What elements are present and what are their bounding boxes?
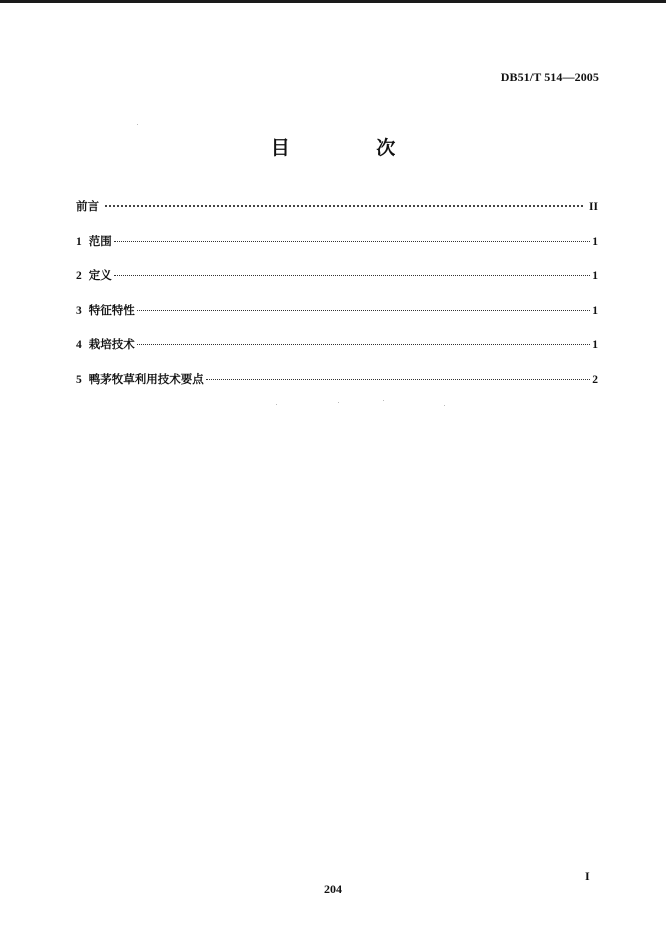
scan-speck xyxy=(444,405,445,406)
toc-entry-page: 2 xyxy=(592,373,598,386)
toc-dot-leader xyxy=(206,379,590,380)
toc-entry-title: 定义 xyxy=(88,268,112,282)
toc-entry-title: 范围 xyxy=(88,233,112,248)
toc-dot-leader xyxy=(114,275,590,276)
toc-entry-number: 1 xyxy=(76,235,82,248)
table-of-contents xyxy=(76,198,598,405)
toc-entry-characteristics[interactable] xyxy=(76,302,598,337)
toc-entry-page: II xyxy=(589,201,598,213)
toc-entry-number: 3 xyxy=(76,304,82,317)
toc-entry-title: 前言 xyxy=(76,199,99,213)
toc-entry-preface[interactable] xyxy=(76,198,598,233)
toc-entry-page: 1 xyxy=(592,235,598,248)
page-title: 目 次 xyxy=(270,137,436,159)
scan-speck xyxy=(338,402,339,403)
toc-entry-number: 2 xyxy=(76,270,82,282)
toc-dot-leader xyxy=(105,205,583,207)
toc-entry-title: 鸭茅牧草利用技术要点 xyxy=(88,371,204,386)
toc-entry-number: 4 xyxy=(76,339,82,351)
roman-page-number: I xyxy=(585,869,590,883)
toc-entry-title: 特征特性 xyxy=(88,302,135,317)
toc-entry-number: 5 xyxy=(76,373,82,386)
toc-entry-title: 栽培技术 xyxy=(88,337,135,351)
toc-entry-definitions[interactable] xyxy=(76,267,598,302)
scan-speck xyxy=(137,124,138,125)
toc-dot-leader xyxy=(114,241,590,242)
standard-code: DB51/T 514—2005 xyxy=(500,70,599,84)
toc-dot-leader xyxy=(137,310,590,311)
toc-entry-page: 1 xyxy=(592,304,598,317)
toc-entry-page: 1 xyxy=(592,270,598,282)
top-border-line xyxy=(0,0,666,3)
scan-speck xyxy=(276,404,277,405)
toc-entry-scope[interactable] xyxy=(76,233,598,268)
toc-entry-cultivation[interactable] xyxy=(76,336,598,371)
toc-dot-leader xyxy=(137,344,590,345)
toc-entry-page: 1 xyxy=(592,339,598,351)
toc-entry-utilization[interactable] xyxy=(76,371,598,406)
scan-speck xyxy=(383,400,384,401)
page-number: 204 xyxy=(324,882,342,896)
